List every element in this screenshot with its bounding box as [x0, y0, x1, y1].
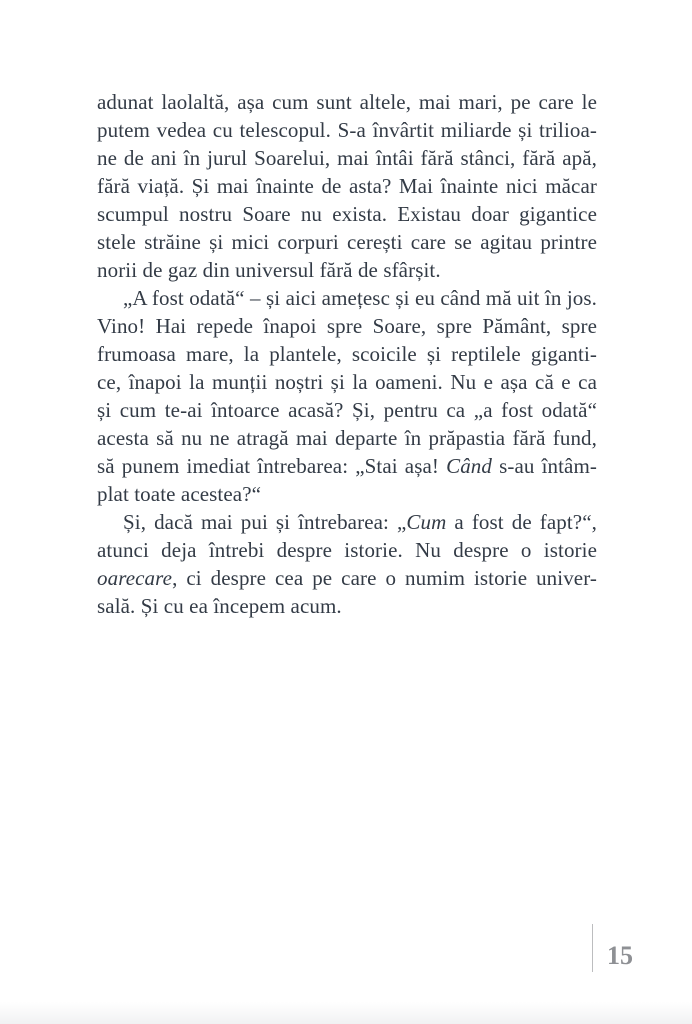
page-text	[97, 88, 597, 620]
text-line	[97, 480, 597, 508]
text-segment: stele străine și mici corpuri cerești care se agitau printre	[97, 230, 597, 254]
text-segment: acesta să nu ne atragă mai departe în prăpastia fără fund,	[97, 426, 597, 450]
text-line	[97, 116, 597, 144]
text-segment: fără viață. Și mai înainte de asta? Mai înainte nici măcar	[97, 174, 597, 198]
text-segment: norii de gaz din universul fără de sfârșit.	[97, 258, 441, 282]
text-line	[97, 200, 597, 228]
text-line	[97, 368, 597, 396]
text-line	[97, 172, 597, 200]
footer-divider	[592, 924, 593, 972]
page-bottom-shade	[0, 1002, 692, 1024]
text-line	[97, 88, 597, 116]
text-segment: , ci despre cea pe care o numim istorie univer-	[172, 566, 597, 590]
text-segment: și cum te-ai întoarce acasă? Și, pentru ca „a fost odată“	[97, 398, 597, 422]
emphasis-text: oarecare	[97, 566, 173, 590]
text-segment: ne de ani în jurul Soarelui, mai întâi fără stânci, fără apă,	[97, 146, 597, 170]
text-line	[97, 340, 597, 368]
paragraph	[97, 508, 597, 620]
text-segment: „A fost odată“ – și aici amețesc și eu când mă uit în jos.	[123, 286, 597, 310]
text-segment: s-au întâm-	[492, 454, 597, 478]
paragraph	[97, 284, 597, 508]
text-line	[97, 508, 597, 536]
text-line	[97, 424, 597, 452]
text-segment: adunat laolaltă, așa cum sunt altele, mai mari, pe care le	[97, 90, 597, 114]
text-segment: putem vedea cu telescopul. S-a învârtit miliarde și trilioa-	[97, 118, 597, 142]
page-footer	[592, 924, 633, 972]
text-line	[97, 396, 597, 424]
text-segment: plat toate acestea?“	[97, 482, 262, 506]
page-number: 15	[607, 941, 633, 970]
text-line	[97, 144, 597, 172]
emphasis-text: Cum	[406, 510, 447, 534]
text-line	[97, 536, 597, 564]
text-segment: Și, dacă mai pui și întrebarea: „	[123, 510, 407, 534]
text-segment: să punem imediat întrebarea: „Stai așa!	[97, 454, 447, 478]
text-line	[97, 228, 597, 256]
emphasis-text: Când	[446, 454, 493, 478]
text-segment: frumoasa mare, la plantele, scoicile și reptilele giganti-	[97, 342, 597, 366]
text-line	[97, 284, 597, 312]
text-segment: a fost de fapt?“,	[446, 510, 598, 534]
text-segment: Vino! Hai repede înapoi spre Soare, spre Pământ, spre	[97, 314, 597, 338]
text-line	[97, 452, 597, 480]
text-line	[97, 256, 597, 284]
text-line	[97, 592, 597, 620]
text-segment: sală. Și cu ea începem acum.	[97, 594, 342, 618]
text-segment: scumpul nostru Soare nu exista. Existau doar gigantice	[97, 202, 597, 226]
paragraph	[97, 88, 597, 284]
text-segment: atunci deja întrebi despre istorie. Nu despre o istorie	[97, 538, 597, 562]
text-segment: ce, înapoi la munții noștri și la oameni. Nu e așa că e ca	[97, 370, 597, 394]
text-line	[97, 564, 597, 592]
text-line	[97, 312, 597, 340]
